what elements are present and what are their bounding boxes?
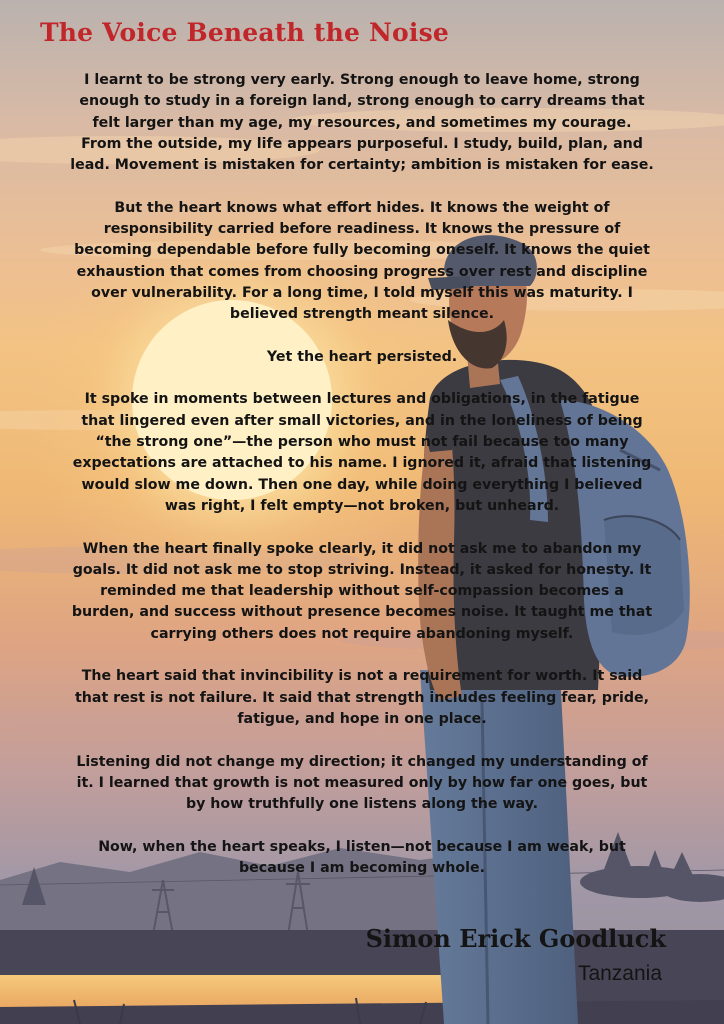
paragraph-3: Yet the heart persisted. [266, 348, 458, 365]
author-country: Tanzania [577, 962, 662, 985]
poem-body [70, 70, 654, 879]
paragraph-1: I learnt to be strong very early. Strong enough to leave home, strong enough to study in a foreign land, strong enough to carry dreams that felt larger than my age, my resources, and sometimes my courage. From the outside, my life appears purposeful. I study, build, plan, and lead. Movement is mistaken for certainty; ambition is mistaken for ease. [70, 72, 654, 174]
paragraph-7: Listening did not change my direction; it changed my understanding of it. I learned that growth is not measured only by how far one goes, but by how truthfully one listens along the way. [76, 753, 648, 813]
paragraph-6: The heart said that invincibility is not a requirement for worth. It said that rest is not failure. It said that strength includes feeling fear, pride, fatigue, and hope in one place. [74, 668, 649, 727]
paragraph-2: But the heart knows what effort hides. It knows the weight of responsibility carried before readiness. It knows the pressure of becoming dependable before fully becoming oneself. It knows the quiet exhaustion that comes from choosing progress over rest and discipline over vulnerability. For a long time, I told myself this was maturity. I believed strength meant silence. [74, 199, 650, 323]
paragraph-4: It spoke in moments between lectures and obligations, in the fatigue that lingered even after small victories, and in the loneliness of being “the strong one”—the person who must not fail because too many expectations are attached to his name. I ignored it, afraid that listening would slow me down. Then one day, while doing everything I believed was right, I felt empty—not broken, but unheard. [72, 391, 652, 514]
paragraph-5: When the heart finally spoke clearly, it did not ask me to abandon my goals. It did not ask me to stop striving. Instead, it asked for honesty. It reminded me that leadership without self-compassion becomes a burden, and success without presence becomes noise. It taught me that carrying others does not require abandoning myself. [71, 540, 653, 642]
poem-title: The Voice Beneath the Noise [40, 18, 449, 47]
author-name: Simon Erick Goodluck [365, 924, 666, 953]
paragraph-8: Now, when the heart speaks, I listen—not because I am weak, but because I am becoming whole. [98, 838, 626, 876]
